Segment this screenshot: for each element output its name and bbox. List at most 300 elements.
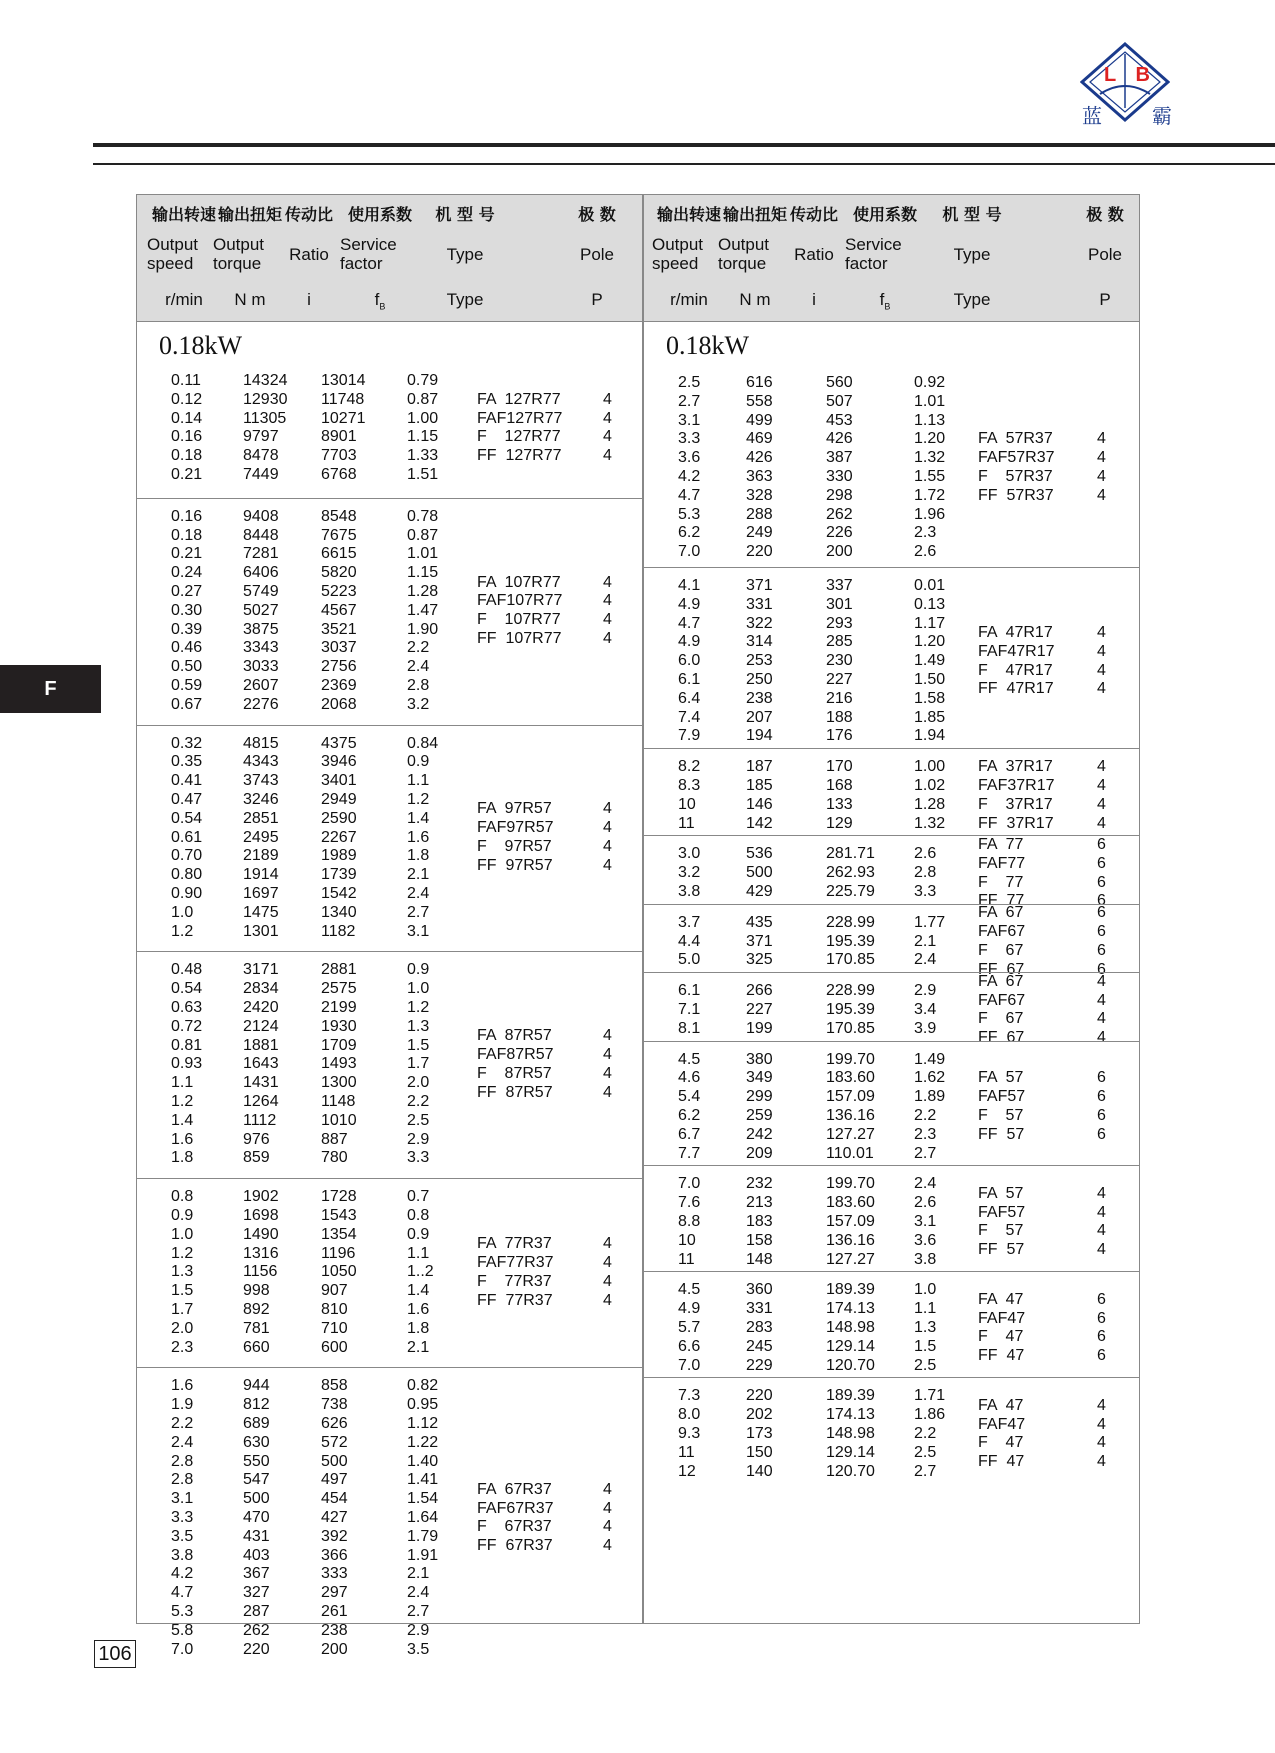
right-header-en-3-line: Service — [845, 235, 902, 254]
torque-cell: 322 — [746, 614, 773, 632]
pole-cell: 4 — [603, 1064, 612, 1082]
speed-cell: 11 — [678, 1250, 695, 1268]
right-header-unit-4 — [932, 290, 1012, 309]
left-header-en-5 — [567, 245, 627, 264]
ratio-cell: 1728 — [321, 1188, 357, 1206]
torque-cell: 547 — [243, 1471, 270, 1489]
speed-cell: 3.5 — [171, 1527, 194, 1545]
table-row — [137, 771, 642, 790]
pole-cell: 4 — [603, 856, 612, 874]
right-header-unit-text-5: P — [1099, 290, 1111, 309]
speed-cell: 6.2 — [678, 524, 701, 542]
type-cell: FA 67R37 — [477, 1480, 552, 1498]
service-factor-cell: 2.6 — [914, 543, 937, 561]
service-factor-cell: 1.15 — [407, 564, 439, 582]
ratio-cell: 129.14 — [826, 1337, 875, 1355]
left-group-1 — [137, 498, 642, 731]
left-group-3 — [137, 951, 642, 1184]
pole-cell: 6 — [1097, 854, 1106, 872]
table-row — [644, 1087, 1139, 1106]
table-row — [137, 1130, 642, 1149]
type-cell: F 77 — [978, 873, 1024, 891]
left-header-unit-3 — [340, 290, 420, 316]
right-header-unit-0 — [652, 290, 726, 309]
speed-cell: 0.39 — [171, 620, 203, 638]
torque-cell: 148 — [746, 1250, 773, 1268]
type-cell: FA 127R77 — [477, 390, 561, 408]
table-row — [137, 1602, 642, 1621]
left-power-title: 0.18kW — [159, 331, 243, 360]
table-row — [644, 505, 1139, 524]
service-factor-cell: 1.01 — [407, 545, 439, 563]
service-factor-cell: 3.4 — [914, 1000, 937, 1018]
service-factor-cell: 0.9 — [407, 753, 430, 771]
pole-cell: 4 — [603, 800, 612, 818]
speed-cell: 1.8 — [171, 1149, 194, 1167]
table-row — [644, 1068, 1139, 1087]
table-row — [644, 1050, 1139, 1069]
torque-cell: 146 — [746, 795, 773, 813]
pole-cell: 4 — [1097, 642, 1106, 660]
speed-cell: 0.93 — [171, 1055, 203, 1073]
ratio-cell: 129 — [826, 814, 853, 832]
right-group-1 — [644, 567, 1139, 754]
service-factor-cell: 1.94 — [914, 727, 946, 745]
service-factor-cell: 1.0 — [407, 980, 430, 998]
torque-cell: 158 — [746, 1231, 773, 1249]
ratio-cell: 2949 — [321, 790, 357, 808]
torque-cell: 3033 — [243, 658, 279, 676]
ratio-cell: 225.79 — [826, 882, 875, 900]
type-cell: FF 37R17 — [978, 814, 1054, 832]
service-factor-cell: 1.7 — [407, 1055, 430, 1073]
left-header-unit-0 — [147, 290, 221, 309]
type-cell: F 37R17 — [978, 795, 1053, 813]
torque-cell: 4343 — [243, 753, 279, 771]
table-row — [644, 523, 1139, 542]
table-row — [644, 981, 1139, 1000]
speed-cell: 0.18 — [171, 447, 203, 465]
table-row — [137, 409, 642, 428]
right-header-en-0-line: Output — [652, 235, 704, 254]
speed-cell: 4.9 — [678, 633, 701, 651]
service-factor-cell: 0.13 — [914, 595, 946, 613]
table-row — [137, 734, 642, 753]
pole-cell: 4 — [1097, 430, 1106, 448]
type-cell: FAF57R37 — [978, 449, 1055, 467]
ratio-cell: 195.39 — [826, 1000, 875, 1018]
torque-cell: 2124 — [243, 1017, 279, 1035]
service-factor-cell: 1.91 — [407, 1546, 439, 1564]
service-factor-cell: 1.1 — [407, 772, 430, 790]
type-cell: FF 47R17 — [978, 680, 1054, 698]
speed-cell: 2.7 — [678, 392, 701, 410]
torque-cell: 1475 — [243, 903, 279, 921]
service-factor-cell: 2.8 — [407, 676, 430, 694]
table-row — [644, 1106, 1139, 1125]
table-row — [644, 1231, 1139, 1250]
ratio-cell: 148.98 — [826, 1424, 875, 1442]
right-group-8 — [644, 1271, 1139, 1383]
ratio-cell: 281.71 — [826, 845, 875, 863]
speed-cell: 6.2 — [678, 1106, 701, 1124]
left-header-en-0-line: Output — [147, 235, 199, 254]
pole-cell: 6 — [1097, 1125, 1106, 1143]
speed-cell: 9.3 — [678, 1424, 701, 1442]
type-cell: FF 67R37 — [477, 1537, 553, 1555]
pole-cell: 6 — [1097, 892, 1106, 910]
service-factor-cell: 1.54 — [407, 1490, 439, 1508]
ratio-cell: 1340 — [321, 903, 357, 921]
torque-cell: 3246 — [243, 790, 279, 808]
speed-cell: 0.16 — [171, 507, 203, 525]
table-row — [644, 708, 1139, 727]
service-factor-cell: 1.5 — [914, 1337, 937, 1355]
table-row — [644, 1299, 1139, 1318]
pole-cell: 6 — [1097, 1290, 1106, 1308]
torque-cell: 4815 — [243, 734, 279, 752]
service-factor-cell: 1.40 — [407, 1452, 439, 1470]
table-row — [137, 752, 642, 771]
right-header-en-5-line: Pole — [1087, 245, 1123, 264]
speed-cell: 4.2 — [171, 1565, 194, 1583]
service-factor-cell: 1.3 — [914, 1318, 937, 1336]
ratio-cell: 1543 — [321, 1206, 357, 1224]
type-cell: FAF47 — [978, 1415, 1026, 1433]
table-row — [644, 882, 1139, 901]
pole-cell: 4 — [603, 573, 612, 591]
right-header-unit-text-0: r/min — [670, 290, 708, 309]
service-factor-cell: 2.1 — [914, 932, 937, 950]
pole-cell: 4 — [603, 1027, 612, 1045]
left-header-unit-text-1: N m — [234, 290, 266, 309]
table-row — [644, 757, 1139, 776]
right-header-cn-2: 传动比 — [789, 205, 838, 224]
ratio-cell: 293 — [826, 614, 853, 632]
pole-cell: 4 — [603, 447, 612, 465]
table-row — [644, 1000, 1139, 1019]
ratio-cell: 7703 — [321, 447, 357, 465]
speed-cell: 10 — [678, 795, 696, 813]
torque-cell: 1316 — [243, 1244, 279, 1262]
torque-cell: 558 — [746, 392, 773, 410]
torque-cell: 9797 — [243, 428, 279, 446]
service-factor-cell: 1.33 — [407, 447, 439, 465]
speed-cell: 4.7 — [678, 486, 701, 504]
left-header-cn-3: 使用系数 — [347, 205, 412, 224]
table-row — [644, 542, 1139, 561]
type-cell: FF 127R77 — [477, 447, 562, 465]
torque-cell: 266 — [746, 982, 773, 1000]
torque-cell: 209 — [746, 1144, 773, 1162]
torque-cell: 363 — [746, 468, 773, 485]
service-factor-cell: 2.9 — [407, 1621, 430, 1639]
torque-cell: 550 — [243, 1452, 270, 1470]
type-cell: FAF37R17 — [978, 776, 1055, 794]
service-factor-cell: 0.87 — [407, 526, 439, 544]
table-row — [137, 371, 642, 390]
brand-letter-b: B — [1135, 64, 1150, 86]
type-cell: FA 57 — [978, 1184, 1024, 1202]
torque-cell: 199 — [746, 1019, 773, 1037]
service-factor-cell: 2.5 — [914, 1356, 937, 1374]
speed-cell: 0.54 — [171, 980, 203, 998]
torque-cell: 327 — [243, 1584, 270, 1602]
pole-cell: 6 — [1097, 836, 1106, 853]
type-cell: FAF47R17 — [978, 642, 1055, 660]
speed-cell: 2.5 — [678, 374, 701, 391]
table-row — [644, 726, 1139, 745]
left-header-en-3 — [340, 235, 420, 273]
left-header-cn-4: 机 型 号 — [435, 205, 495, 224]
table-row — [137, 1092, 642, 1111]
table-row — [137, 390, 642, 409]
speed-cell: 0.12 — [171, 390, 203, 408]
ratio-cell: 174.13 — [826, 1300, 875, 1318]
torque-cell: 859 — [243, 1149, 270, 1167]
type-cell: F 97R57 — [477, 837, 552, 855]
ratio-cell: 200 — [321, 1640, 348, 1658]
ratio-cell: 572 — [321, 1433, 348, 1451]
service-factor-cell: 1.5 — [407, 1036, 430, 1054]
speed-cell: 0.9 — [171, 1206, 194, 1224]
type-cell: FF 47 — [978, 1453, 1025, 1471]
table-row — [137, 657, 642, 676]
ratio-cell: 738 — [321, 1396, 348, 1414]
ratio-cell: 1196 — [321, 1244, 356, 1262]
right-header-unit-text-3: f — [879, 290, 885, 309]
left-header-en-2 — [279, 245, 339, 264]
table-row — [137, 1206, 642, 1225]
left-header-unit-2 — [279, 290, 339, 309]
torque-cell: 3343 — [243, 639, 279, 657]
type-cell: FF 57 — [978, 1241, 1025, 1259]
torque-cell: 435 — [746, 913, 773, 931]
service-factor-cell: 1.12 — [407, 1414, 439, 1432]
brand-cn-left: 蓝 — [1082, 104, 1102, 128]
table-row — [137, 465, 642, 484]
type-cell: FF 57 — [978, 1125, 1025, 1143]
type-cell: FA 107R77 — [477, 573, 561, 591]
service-factor-cell: 3.3 — [914, 882, 937, 900]
service-factor-cell: 1.6 — [407, 828, 430, 846]
right-group-2 — [644, 748, 1139, 841]
type-cell: F 127R77 — [477, 428, 561, 446]
speed-cell: 4.7 — [678, 614, 701, 632]
speed-cell: 7.3 — [678, 1387, 701, 1405]
service-factor-cell: 1.28 — [914, 795, 946, 813]
right-group-6 — [644, 1041, 1139, 1172]
table-row — [137, 1338, 642, 1357]
ratio-cell: 120.70 — [826, 1462, 875, 1480]
speed-cell: 12 — [678, 1462, 696, 1480]
speed-cell: 0.47 — [171, 790, 203, 808]
speed-cell: 8.1 — [678, 1019, 701, 1037]
torque-cell: 403 — [243, 1546, 270, 1564]
torque-cell: 238 — [746, 689, 773, 707]
left-header-en-3-line: Service — [340, 235, 397, 254]
speed-cell: 4.4 — [678, 932, 701, 950]
pole-cell: 4 — [603, 409, 612, 427]
pole-cell: 4 — [603, 629, 612, 647]
torque-cell: 2607 — [243, 676, 279, 694]
service-factor-cell: 1.0 — [914, 1281, 937, 1299]
ratio-cell: 238 — [321, 1621, 348, 1639]
type-cell: F 77R37 — [477, 1272, 552, 1290]
type-cell: F 47 — [978, 1434, 1024, 1452]
type-cell: FAF67 — [978, 923, 1026, 941]
torque-cell: 429 — [746, 882, 773, 900]
right-header-cn-0: 输出转速 — [656, 205, 721, 224]
ratio-cell: 262 — [826, 505, 853, 523]
right-header-unit-2 — [784, 290, 844, 309]
speed-cell: 0.8 — [171, 1188, 194, 1206]
left-group-2 — [137, 725, 642, 958]
ratio-cell: 2575 — [321, 980, 357, 998]
table-row — [137, 790, 642, 809]
ratio-cell: 301 — [826, 595, 853, 613]
service-factor-cell: 1.3 — [407, 1017, 430, 1035]
pole-cell: 4 — [603, 592, 612, 610]
right-group-4 — [644, 904, 1139, 978]
speed-cell: 0.61 — [171, 828, 203, 846]
service-factor-cell: 1.64 — [407, 1508, 439, 1526]
torque-cell: 426 — [746, 449, 773, 467]
ratio-cell: 1182 — [321, 922, 356, 940]
speed-cell: 1.0 — [171, 1225, 194, 1243]
torque-cell: 150 — [746, 1443, 773, 1461]
ratio-cell: 226 — [826, 524, 853, 542]
ratio-cell: 2369 — [321, 676, 357, 694]
speed-cell: 0.63 — [171, 998, 203, 1016]
service-factor-cell: 1.22 — [407, 1433, 439, 1451]
type-cell: FA 37R17 — [978, 758, 1053, 776]
ratio-cell: 189.39 — [826, 1281, 875, 1299]
pole-cell: 4 — [603, 1518, 612, 1536]
type-cell: FAF57 — [978, 1088, 1026, 1106]
service-factor-cell: 2.8 — [914, 864, 937, 882]
pole-cell: 4 — [603, 1045, 612, 1063]
torque-cell: 1881 — [243, 1036, 279, 1054]
speed-cell: 5.4 — [678, 1088, 701, 1106]
speed-cell: 0.21 — [171, 466, 203, 483]
table-row — [137, 526, 642, 545]
pole-cell: 6 — [1097, 941, 1106, 959]
ratio-cell: 157.09 — [826, 1212, 875, 1230]
speed-cell: 7.6 — [678, 1194, 701, 1212]
ratio-cell: 174.13 — [826, 1406, 875, 1424]
service-factor-cell: 3.5 — [407, 1640, 430, 1658]
table-row — [644, 1405, 1139, 1424]
table-row — [137, 1262, 642, 1281]
speed-cell: 1.2 — [171, 1244, 194, 1262]
torque-cell: 1914 — [243, 866, 279, 884]
ratio-cell: 2068 — [321, 695, 357, 713]
pole-cell: 4 — [603, 1537, 612, 1555]
table-row — [644, 576, 1139, 595]
ratio-cell: 507 — [826, 392, 853, 410]
torque-cell: 187 — [746, 758, 773, 776]
table-row — [644, 1174, 1139, 1193]
type-cell: FA 67 — [978, 972, 1024, 990]
speed-cell: 3.2 — [678, 864, 701, 882]
table-row — [137, 1564, 642, 1583]
ratio-cell: 1542 — [321, 884, 357, 902]
torque-cell: 371 — [746, 932, 773, 950]
type-cell: FAF87R57 — [477, 1045, 554, 1063]
torque-cell: 314 — [746, 633, 773, 651]
speed-cell: 2.0 — [171, 1319, 194, 1337]
service-factor-cell: 3.8 — [914, 1250, 937, 1268]
speed-cell: 1.6 — [171, 1377, 194, 1395]
service-factor-cell: 1.41 — [407, 1471, 439, 1489]
table-row — [137, 544, 642, 563]
service-factor-cell: 3.2 — [407, 695, 430, 713]
speed-cell: 0.59 — [171, 676, 203, 694]
table-row — [644, 467, 1139, 486]
table-row — [137, 1187, 642, 1206]
table-row — [644, 1386, 1139, 1405]
right-header-unit-text-4: Type — [953, 290, 991, 309]
torque-cell: 3875 — [243, 620, 279, 638]
service-factor-cell: 1.55 — [914, 468, 946, 485]
service-factor-cell: 2.7 — [407, 903, 430, 921]
speed-cell: 8.2 — [678, 758, 701, 776]
service-factor-cell: 1.6 — [407, 1300, 430, 1318]
type-cell: F 47R17 — [978, 661, 1053, 679]
service-factor-cell: 0.9 — [407, 1225, 430, 1243]
table-row — [137, 809, 642, 828]
torque-cell: 781 — [243, 1319, 270, 1337]
right-header-en-3-line: factor — [845, 254, 888, 273]
speed-cell: 0.16 — [171, 428, 203, 446]
table-row — [137, 1281, 642, 1300]
service-factor-cell: 3.1 — [407, 922, 430, 940]
torque-cell: 9408 — [243, 507, 279, 525]
type-cell: FF 77 — [978, 892, 1025, 910]
torque-cell: 536 — [746, 845, 773, 863]
table-row — [644, 1424, 1139, 1443]
table-row — [137, 638, 642, 657]
service-factor-cell: 2.2 — [407, 639, 430, 657]
speed-cell: 0.41 — [171, 772, 203, 790]
torque-cell: 349 — [746, 1069, 773, 1087]
table-row — [137, 1244, 642, 1263]
torque-cell: 976 — [243, 1130, 270, 1148]
torque-cell: 367 — [243, 1565, 270, 1583]
service-factor-cell: 0.01 — [914, 577, 946, 594]
speed-cell: 0.46 — [171, 639, 203, 657]
speed-cell: 1.6 — [171, 1130, 194, 1148]
pole-cell: 4 — [603, 1480, 612, 1498]
torque-cell: 245 — [746, 1337, 773, 1355]
pole-cell: 6 — [1097, 1106, 1106, 1124]
torque-cell: 220 — [243, 1640, 270, 1658]
left-header-unit-text-3: f — [374, 290, 380, 309]
speed-cell: 6.6 — [678, 1337, 701, 1355]
torque-cell: 812 — [243, 1396, 270, 1414]
speed-cell: 0.70 — [171, 847, 203, 865]
torque-cell: 220 — [746, 543, 773, 561]
torque-cell: 1698 — [243, 1206, 279, 1224]
torque-cell: 328 — [746, 486, 773, 504]
speed-cell: 7.0 — [678, 1175, 701, 1193]
torque-cell: 2851 — [243, 809, 279, 827]
ratio-cell: 5223 — [321, 582, 357, 600]
speed-cell: 4.9 — [678, 1300, 701, 1318]
table-row — [137, 620, 642, 639]
service-factor-cell: 1.1 — [914, 1300, 937, 1318]
